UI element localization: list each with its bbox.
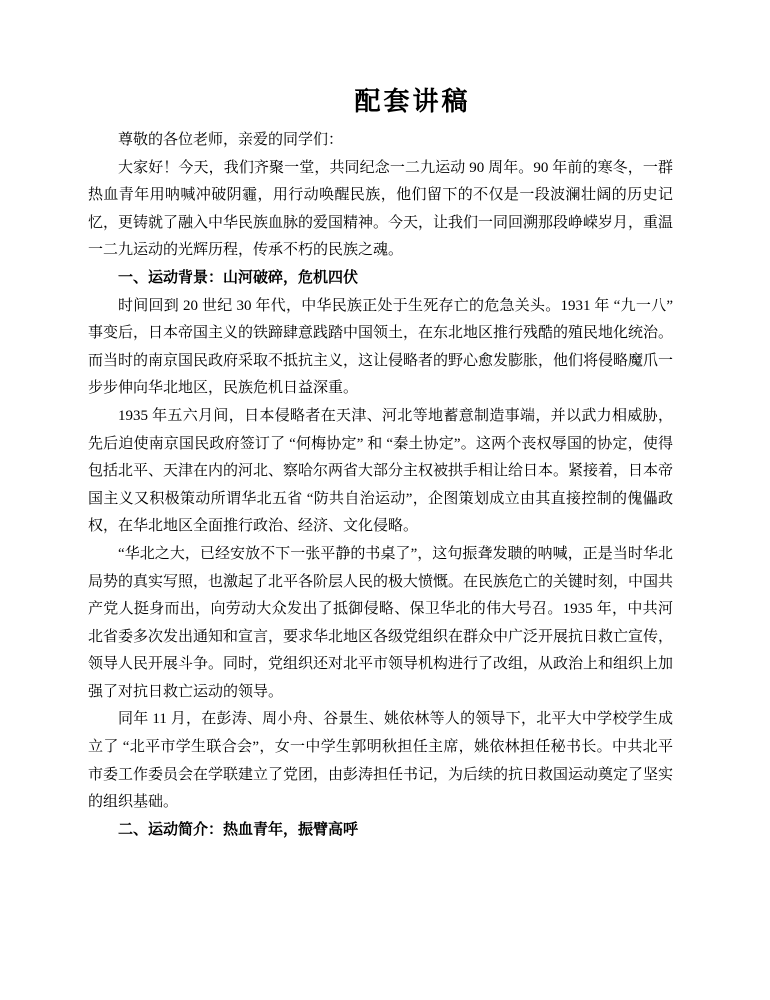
section-1-paragraph-4: 同年 11 月，在彭涛、周小舟、谷景生、姚依林等人的领导下，北平大中学校学生成立了 “北平市学生联合会”，女一中学生郭明秋担任主席，姚依林担任秘书长。中共北平市委工作委员会在学联建立了党团，由彭涛担任书记，为后续的抗日救国运动奠定了坚实的组织基础。 [88,711,674,811]
section-2-heading: 二、运动简介：热血青年，振臂高呼 [118,821,359,838]
section-1-paragraph-1: 时间回到 20 世纪 30 年代，中华民族正处于生死存亡的危急关头。1931 年 “九一八” 事变后，日本帝国主义的铁蹄肆意践踏中国领土，在东北地区推行残酷的殖民地化统治。而当时的南京国民政府采取不抵抗主义，这让侵略者的野心愈发膨胀，他们将侵略魔爪一步步伸向华北地区，民族危机日益深重。 [88,297,674,397]
section-1-heading: 一、运动背景：山河破碎，危机四伏 [118,269,359,286]
section-1-paragraph-3: “华北之大，已经安放不下一张平静的书桌了”，这句振聋发聩的呐喊，正是当时华北局势的真实写照，也激起了北平各阶层人民的极大愤慨。在民族危亡的关键时刻，中国共产党人挺身而出，向劳动大众发出了抵御侵略、保卫华北的伟大号召。1935 年，中共河北省委多次发出通知和宣言，要求华北地区各级党组织在群众中广泛开展抗日救亡宣传，领导人民开展斗争。同时，党组织还对北平市领导机构进行了改组，从政治上和组织上加强了对抗日救亡运动的领导。 [88,545,674,700]
document-body [88,0,673,844]
document-title: 配套讲稿 [354,87,471,116]
opening-paragraph: 大家好！今天，我们齐聚一堂，共同纪念一二九运动 90 周年。90 年前的寒冬，一群热血青年用呐喊冲破阴霾，用行动唤醒民族，他们留下的不仅是一段波澜壮阔的历史记忆，更铸就了融入中华民族血脉的爱国精神。今天，让我们一同回溯那段峥嵘岁月，重温一二九运动的光辉历程，传承不朽的民族之魂。 [88,159,674,259]
salutation-line: 尊敬的各位老师，亲爱的同学们： [118,132,344,148]
section-1-paragraph-2: 1935 年五六月间，日本侵略者在天津、河北等地蓄意制造事端，并以武力相威胁，先后迫使南京国民政府签订了 “何梅协定” 和 “秦土协定”。这两个丧权辱国的协定，使得包括北平、天津在内的河北、察哈尔两省大部分主权被拱手相让给日本。紧接着，日本帝国主义又积极策动所谓华北五省 “防共自治运动”，企图策划成立由其直接控制的傀儡政权，在华北地区全面推行政治、经济、文化侵略。 [88,407,674,535]
